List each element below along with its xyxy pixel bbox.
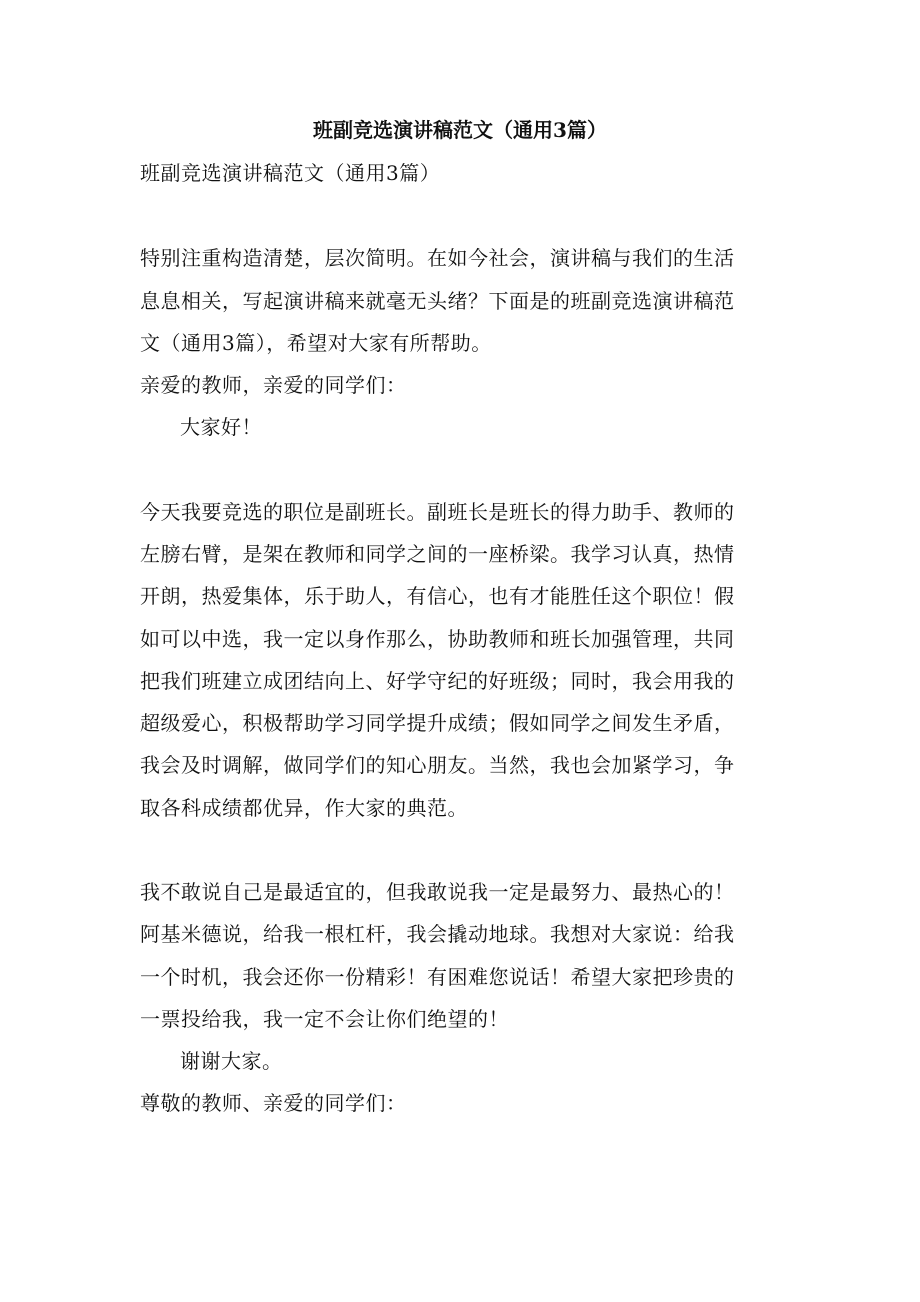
paragraph-2-line: 我不敢说自己是最适宜的，但我敢说我一定是最努力、最热心的！ bbox=[140, 880, 735, 904]
paragraph-1-line: 取各科成绩都优异，作大家的典范。 bbox=[140, 796, 468, 820]
greeting: 大家好！ bbox=[180, 415, 262, 439]
paragraph-1-line: 左膀右臂，是架在教师和同学之间的一座桥梁。我学习认真，热情 bbox=[140, 542, 735, 566]
document-title: 班副竞选演讲稿范文（通用3篇） bbox=[313, 118, 607, 142]
paragraph-1-line: 我会及时调解，做同学们的知心朋友。当然，我也会加紧学习，争 bbox=[140, 753, 735, 777]
intro-line: 特别注重构造清楚，层次简明。在如今社会，演讲稿与我们的生活 bbox=[140, 246, 735, 270]
paragraph-2-line: 一票投给我，我一定不会让你们绝望的！ bbox=[140, 1007, 509, 1031]
paragraph-1-line: 如可以中选，我一定以身作那么，协助教师和班长加强管理，共同 bbox=[140, 627, 735, 651]
intro-line: 文（通用3篇），希望对大家有所帮助。 bbox=[140, 331, 492, 355]
paragraph-1-line: 超级爱心，积极帮助学习同学提升成绩；假如同学之间发生矛盾， bbox=[140, 711, 735, 735]
paragraph-1-line: 今天我要竞选的职位是副班长。副班长是班长的得力助手、教师的 bbox=[140, 500, 735, 524]
paragraph-2-line: 阿基米德说，给我一根杠杆，我会撬动地球。我想对大家说：给我 bbox=[140, 922, 735, 946]
document-subtitle: 班副竞选演讲稿范文（通用3篇） bbox=[140, 161, 441, 185]
thanks: 谢谢大家。 bbox=[180, 1049, 283, 1073]
paragraph-2-line: 一个时机，我会还你一份精彩！有困难您说话！希望大家把珍贵的 bbox=[140, 965, 735, 989]
paragraph-1-line: 开朗，热爱集体，乐于助人，有信心，也有才能胜任这个职位！假 bbox=[140, 584, 735, 608]
salutation-2: 尊敬的教师、亲爱的同学们： bbox=[140, 1091, 407, 1115]
intro-line: 息息相关，写起演讲稿来就毫无头绪？下面是的班副竞选演讲稿范 bbox=[140, 289, 735, 313]
salutation-1: 亲爱的教师，亲爱的同学们： bbox=[140, 373, 407, 397]
paragraph-1-line: 把我们班建立成团结向上、好学守纪的好班级；同时，我会用我的 bbox=[140, 669, 735, 693]
